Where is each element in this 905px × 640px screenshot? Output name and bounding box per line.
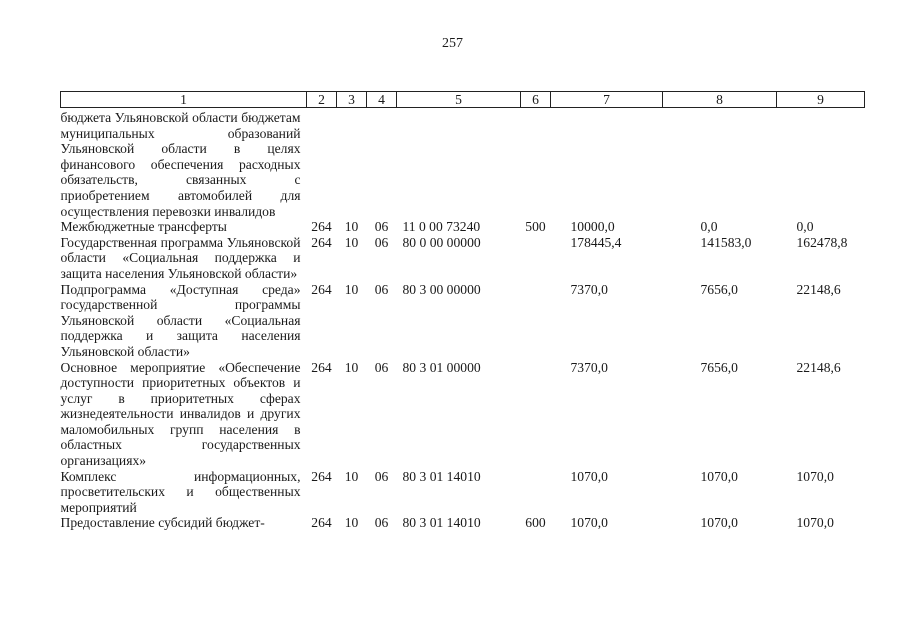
- cell-sum-1: 1070,0: [570, 468, 608, 484]
- table-row: [61, 515, 865, 531]
- cell-subsection: 06: [374, 234, 389, 250]
- cell-sum-3: 0,0: [796, 219, 814, 235]
- table-row: [61, 282, 865, 360]
- row-name: бюджета Ульяновской области бюджетам муниципальных образований Ульяновской области в целях финансового обеспечения расходных обязательств, связанных с приобретением автомобилей для осуществления перевозки инвалидов: [60, 110, 301, 219]
- cell-target: [397, 108, 521, 220]
- cell-sum-3: 1070,0: [796, 468, 834, 484]
- header-row: [61, 92, 865, 108]
- cell-expense-type: 600: [525, 515, 546, 531]
- row-name: Основное мероприятие «Обеспечение доступности приоритетных объектов и услуг в приоритетных сферах жизнедеятельности инвалидов и других маломобильных групп населения в областных государственных организациях»: [60, 359, 301, 469]
- cell-subsection: 06: [374, 468, 389, 484]
- cell-subsection: [367, 108, 397, 220]
- column-header: 5: [397, 92, 521, 108]
- cell-section: 10: [344, 219, 359, 235]
- cell-section: 10: [344, 234, 359, 250]
- column-header: 2: [307, 92, 337, 108]
- cell-sum-1: 178445,4: [570, 234, 622, 250]
- cell-sum-1: 7370,0: [570, 359, 608, 375]
- cell-section: 10: [344, 515, 359, 531]
- cell-sum-3: [777, 108, 865, 220]
- cell-sum-3: 162478,8: [796, 234, 848, 250]
- cell-sum-1: 7370,0: [570, 281, 608, 297]
- cell-section: [337, 108, 367, 220]
- cell-expense-type: [521, 360, 551, 469]
- column-header: 6: [521, 92, 551, 108]
- budget-table: [60, 91, 865, 531]
- cell-target: 80 0 00 00000: [402, 234, 481, 250]
- cell-admin: 264: [311, 515, 332, 531]
- table-row: [61, 235, 865, 282]
- cell-sum-2: 7656,0: [700, 281, 738, 297]
- row-name: Межбюджетные трансферты: [60, 219, 227, 235]
- cell-expense-type: [521, 282, 551, 360]
- column-header: 9: [777, 92, 865, 108]
- row-name: Подпрограмма «Доступная среда» государственной программы Ульяновской области «Социальная поддержка и защита населения Ульяновской области»: [60, 281, 301, 359]
- column-header: 8: [663, 92, 777, 108]
- cell-sum-3: 22148,6: [796, 281, 841, 297]
- row-name: Предоставление субсидий бюджет-: [60, 515, 265, 531]
- table-row: [61, 108, 865, 220]
- table-row: [61, 219, 865, 235]
- cell-section: 10: [344, 281, 359, 297]
- cell-sum-3: 22148,6: [796, 359, 841, 375]
- cell-sum-1: 1070,0: [570, 515, 608, 531]
- cell-sum-1: 10000,0: [570, 219, 615, 235]
- cell-admin: 264: [311, 468, 332, 484]
- cell-expense-type: [521, 108, 551, 220]
- cell-target: 11 0 00 73240: [402, 219, 481, 235]
- table-row: [61, 469, 865, 516]
- row-name: Комплекс информационных, просветительских и общественных мероприятий: [60, 468, 301, 515]
- cell-admin: 264: [311, 234, 332, 250]
- cell-sum-2: 0,0: [700, 219, 718, 235]
- cell-target: 80 3 01 14010: [402, 468, 481, 484]
- row-name: Государственная программа Ульяновской области «Социальная поддержка и защита населения Ульяновской области»: [60, 234, 301, 281]
- cell-target: 80 3 01 14010: [402, 515, 481, 531]
- cell-section: 10: [344, 468, 359, 484]
- cell-section: 10: [344, 359, 359, 375]
- cell-admin: 264: [311, 359, 332, 375]
- table-row: [61, 360, 865, 469]
- cell-sum-1: [551, 108, 663, 220]
- cell-admin: 264: [311, 219, 332, 235]
- cell-target: 80 3 00 00000: [402, 281, 481, 297]
- column-header: 1: [61, 92, 307, 108]
- column-header: 4: [367, 92, 397, 108]
- cell-admin: [307, 108, 337, 220]
- page-number: 257: [442, 36, 463, 51]
- cell-subsection: 06: [374, 359, 389, 375]
- cell-sum-2: 1070,0: [700, 468, 738, 484]
- cell-expense-type: 500: [525, 219, 546, 235]
- cell-sum-2: 1070,0: [700, 515, 738, 531]
- cell-expense-type: [521, 469, 551, 516]
- cell-subsection: 06: [374, 219, 389, 235]
- column-header: 7: [551, 92, 663, 108]
- cell-sum-2: 141583,0: [700, 234, 752, 250]
- cell-subsection: 06: [374, 281, 389, 297]
- cell-expense-type: [521, 235, 551, 282]
- cell-admin: 264: [311, 281, 332, 297]
- cell-subsection: 06: [374, 515, 389, 531]
- cell-sum-2: [663, 108, 777, 220]
- column-header: 3: [337, 92, 367, 108]
- cell-sum-2: 7656,0: [700, 359, 738, 375]
- cell-target: 80 3 01 00000: [402, 359, 481, 375]
- cell-sum-3: 1070,0: [796, 515, 834, 531]
